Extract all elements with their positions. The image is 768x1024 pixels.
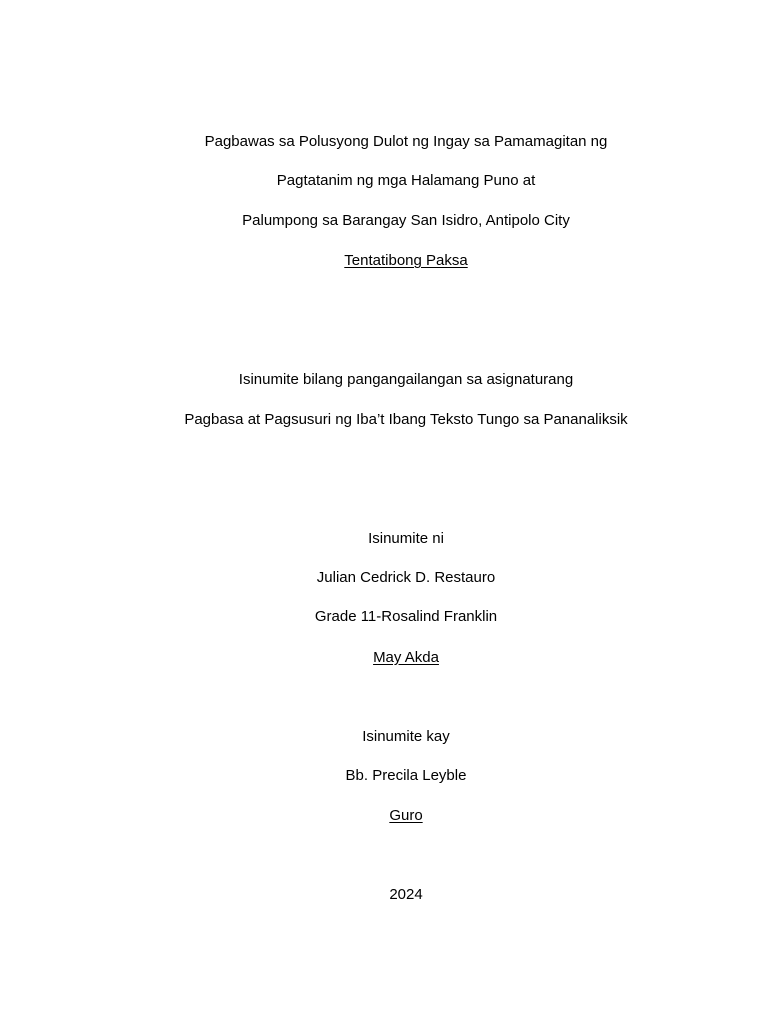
author-caption: [0, 649, 768, 667]
author-caption-text: May Akda: [373, 649, 439, 666]
title-line-2: Pagtatanim ng mga Halamang Puno at: [276, 172, 536, 189]
year: 2024: [389, 886, 423, 903]
teacher-caption-text: Guro: [389, 807, 423, 824]
title-line-1: Pagbawas sa Polusyong Dulot ng Ingay sa Pamamagitan ng: [204, 133, 608, 150]
requirement-line-2: Pagbasa at Pagsusuri ng Iba’t Ibang Teksto Tungo sa Pananaliksik: [184, 411, 628, 428]
title-caption: [0, 252, 768, 270]
title-caption-text: Tentatibong Paksa: [344, 252, 468, 269]
teacher-caption: [0, 807, 768, 825]
requirement-line-1: Isinumite bilang pangangailangan sa asignaturang: [238, 371, 574, 388]
teacher-name: Bb. Precila Leyble: [345, 767, 467, 784]
teacher-intro: Isinumite kay: [362, 728, 450, 745]
author-section: Grade 11-Rosalind Franklin: [314, 608, 498, 625]
title-line-3: Palumpong sa Barangay San Isidro, Antipolo City: [242, 212, 570, 229]
author-intro: Isinumite ni: [368, 530, 444, 547]
author-name: Julian Cedrick D. Restauro: [316, 569, 496, 586]
